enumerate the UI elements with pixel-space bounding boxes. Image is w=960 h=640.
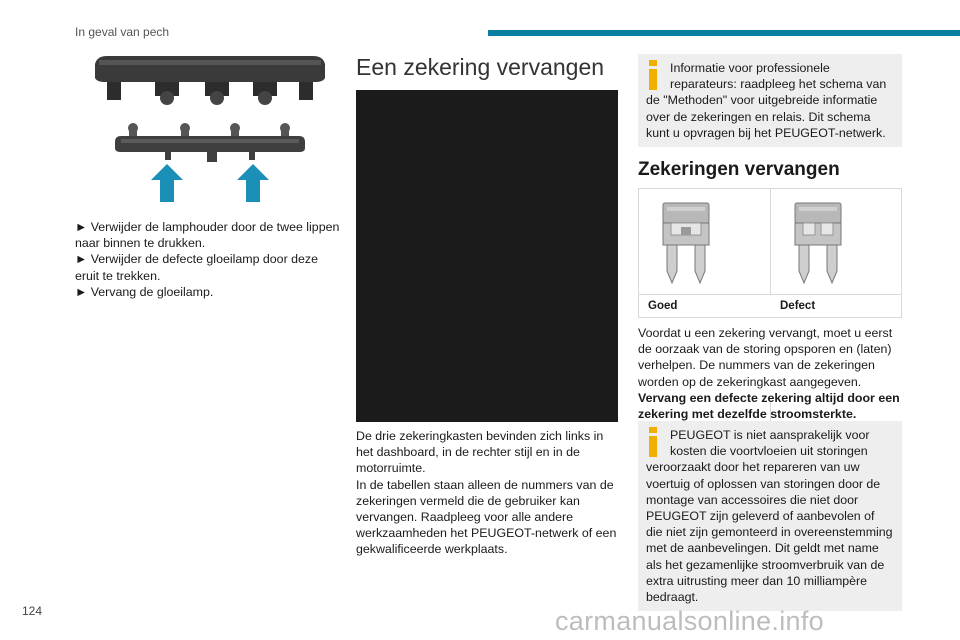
info-box-liability — [638, 421, 902, 611]
info-icon — [646, 427, 660, 457]
fuse-defect-icon — [771, 189, 903, 295]
header-accent-bar — [488, 30, 960, 36]
fuse-replace-text — [638, 325, 902, 422]
info-box-professionals-text: Informatie voor professionele reparateurs: raadpleeg het schema van de "Methoden" voor uitgebreide informatie over de zekeringen en relais. Dit schema kunt u opvragen bij het PEUGEOT-netwerk. — [646, 61, 887, 140]
fuse-box-text — [356, 428, 618, 558]
fuse-table-note: In de tabellen staan alleen de nummers van de zekeringen vermeld die de gebruiker kan vervangen. Raadpleeg voor alle andere werkzaamheden het PEUGEOT-netwerk of een gekwalificeerde werkplaats. — [356, 477, 617, 557]
fuse-label-defect: Defect — [780, 300, 816, 312]
fuse-label-row — [639, 295, 901, 318]
fuse-good-cell — [639, 189, 771, 295]
lamp-steps — [75, 219, 343, 300]
page-number: 124 — [22, 604, 43, 618]
info-box-professionals — [638, 54, 902, 147]
step-2: ► Verwijder de defecte gloeilamp door deze eruit te trekken. — [75, 252, 319, 283]
section-title: In geval van pech — [75, 25, 170, 39]
fuse-box-photo — [356, 90, 618, 422]
fuse-label-good: Goed — [648, 300, 678, 312]
info-icon — [646, 60, 660, 90]
fuse-replace-warning: Vervang een defecte zekering altijd door een zekering met dezelfde stroomsterkte. — [638, 390, 900, 422]
fuse-image-row — [639, 189, 901, 295]
watermark: carmanualsonline.info — [555, 606, 824, 636]
fuse-box-location: De drie zekeringkasten bevinden zich links in het dashboard, in de rechter stijl en in de motorruimte. — [356, 429, 604, 476]
step-1: ► Verwijder de lamphouder door de twee lippen naar binnen te drukken. — [75, 220, 340, 251]
step-3: ► Vervang de gloeilamp. — [75, 284, 214, 299]
fuse-defect-cell — [771, 189, 903, 295]
fuse-replace-paragraph: Voordat u een zekering vervangt, moet u eerst de oorzaak van de storing opsporen en (laten) verhelpen. De nummers van de zekeringen worden op de zekeringkast aangegeven. — [638, 326, 893, 389]
heading-fuses-replace: Zekeringen vervangen — [638, 159, 840, 180]
lamp-holder-illustration — [85, 52, 335, 207]
info-box-liability-text: PEUGEOT is niet aansprakelijk voor kosten die voortvloeien uit storingen veroorzaakt door het repareren van uw voertuig of oplossen van storingen door de montage van accessoires die niet door PEUGEOT zijn geleverd of aanbevolen of die niet zijn gemonteerd in overeenstemming met de aanbevelingen. Dit geldt met name als het gezamenlijke stroomverbruik van de extra uitrusting meer dan 10 milliampère bedraagt. — [646, 428, 893, 605]
heading-fuse-replace: Een zekering vervangen — [356, 54, 605, 80]
fuse-good-icon — [639, 189, 771, 295]
fuse-comparison-table — [638, 188, 902, 318]
